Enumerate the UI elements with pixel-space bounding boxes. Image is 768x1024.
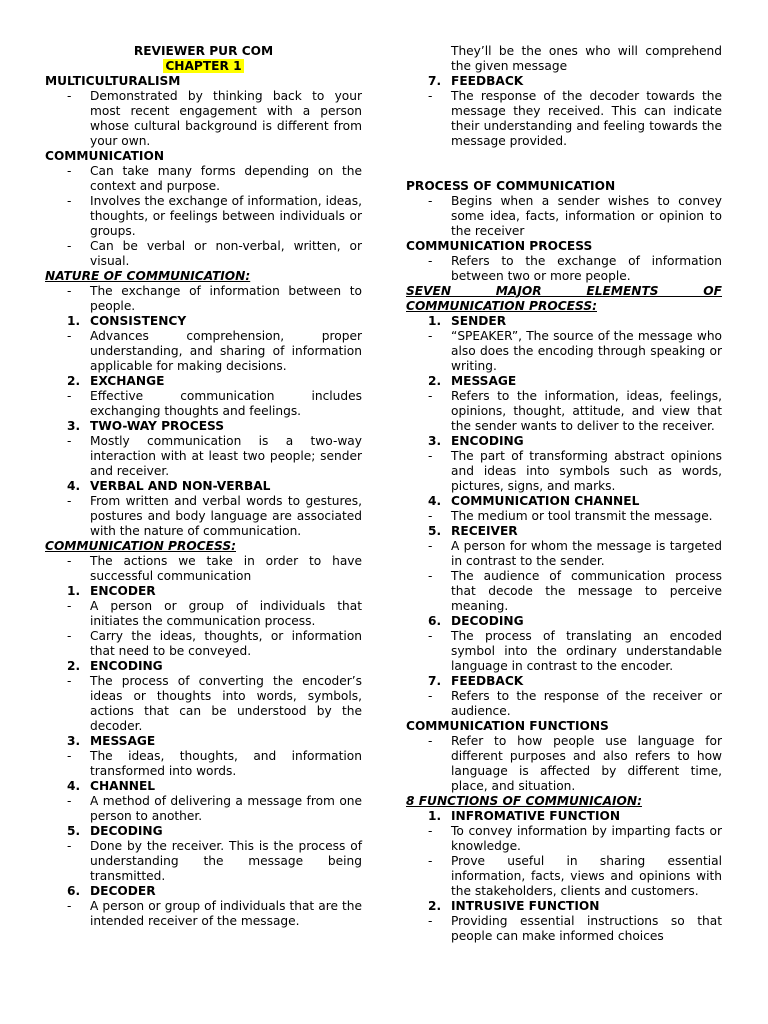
item-number: 3. xyxy=(428,434,442,448)
bullet-marker: - xyxy=(428,629,433,643)
numbered-item xyxy=(45,884,362,899)
item-number: 1. xyxy=(67,584,81,598)
bullet-marker: - xyxy=(428,734,433,748)
item-title: CHANNEL xyxy=(90,779,156,793)
item-number: 7. xyxy=(428,74,442,88)
numbered-item xyxy=(45,584,362,599)
left-column xyxy=(45,44,362,929)
spacer xyxy=(406,149,722,179)
bullet-text: The exchange of information between to people. xyxy=(90,284,362,313)
bullet-item xyxy=(406,194,722,239)
item-title: RECEIVER xyxy=(451,524,518,538)
bullet-item xyxy=(45,599,362,629)
item-title: INTRUSIVE FUNCTION xyxy=(451,899,600,913)
bullet-item xyxy=(406,689,722,719)
bullet-item xyxy=(406,734,722,794)
bullet-item xyxy=(45,674,362,734)
item-number: 7. xyxy=(428,674,442,688)
bullet-text: A person or group of individuals that are the intended receiver of the message. xyxy=(90,899,362,928)
bullet-item xyxy=(45,554,362,584)
item-number: 4. xyxy=(67,479,81,493)
underlined-heading: 8 FUNCTIONS OF COMMUNICAION: xyxy=(406,794,642,808)
section-heading: COMMUNICATION xyxy=(45,149,165,163)
bullet-marker: - xyxy=(428,854,433,868)
numbered-item xyxy=(45,779,362,794)
bullet-text: Effective communication includes exchanging thoughts and feelings. xyxy=(90,389,362,418)
item-number: 6. xyxy=(67,884,81,898)
bullet-marker: - xyxy=(428,539,433,553)
item-title: DECODER xyxy=(90,884,156,898)
item-title: ENCODING xyxy=(451,434,524,448)
item-title: MESSAGE xyxy=(451,374,517,388)
bullet-marker: - xyxy=(67,599,72,613)
numbered-item xyxy=(406,674,722,689)
bullet-text: Refers to the exchange of information between two or more people. xyxy=(451,254,722,283)
bullet-item xyxy=(45,494,362,539)
item-number: 1. xyxy=(428,314,442,328)
numbered-item xyxy=(45,314,362,329)
item-title: DECODING xyxy=(90,824,163,838)
bullet-text: From written and verbal words to gestures, postures and body language are associated with the nature of communication. xyxy=(90,494,362,538)
bullet-marker: - xyxy=(428,509,433,523)
bullet-marker: - xyxy=(428,89,433,103)
bullet-item xyxy=(45,329,362,374)
item-title: FEEDBACK xyxy=(451,674,524,688)
section-heading: COMMUNICATION PROCESS xyxy=(406,239,593,253)
bullet-text: Mostly communication is a two-way interaction with at least two people; sender and receiver. xyxy=(90,434,362,478)
bullet-item xyxy=(45,389,362,419)
bullet-item xyxy=(406,629,722,674)
bullet-marker: - xyxy=(428,194,433,208)
numbered-item xyxy=(406,614,722,629)
bullet-text: The actions we take in order to have successful communication xyxy=(90,554,362,583)
numbered-item xyxy=(45,374,362,389)
item-number: 1. xyxy=(428,809,442,823)
item-number: 4. xyxy=(428,494,442,508)
bullet-text: To convey information by imparting facts or knowledge. xyxy=(451,824,722,853)
bullet-text: Begins when a sender wishes to convey some idea, facts, information or opinion to the receiver xyxy=(451,194,722,238)
item-number: 2. xyxy=(67,374,81,388)
underlined-heading: SEVEN MAJOR ELEMENTS OF xyxy=(406,284,722,298)
bullet-marker: - xyxy=(428,689,433,703)
bullet-item xyxy=(406,449,722,494)
bullet-marker: - xyxy=(67,194,72,208)
bullet-marker: - xyxy=(67,89,72,103)
bullet-text: A person for whom the message is targeted in contrast to the sender. xyxy=(451,539,722,568)
bullet-item xyxy=(406,914,722,944)
bullet-marker: - xyxy=(67,899,72,913)
bullet-marker: - xyxy=(67,239,72,253)
section-heading: MULTICULTURALISM xyxy=(45,74,181,88)
bullet-marker: - xyxy=(428,569,433,583)
bullet-marker: - xyxy=(67,434,72,448)
bullet-text: The audience of communication process that decode the message to perceive meaning. xyxy=(451,569,722,613)
item-title: CONSISTENCY xyxy=(90,314,187,328)
bullet-text: Advances comprehension, proper understanding, and sharing of information applicable for making decisions. xyxy=(90,329,362,373)
right-column xyxy=(406,44,722,944)
bullet-marker: - xyxy=(67,674,72,688)
item-title: DECODING xyxy=(451,614,524,628)
bullet-text: Done by the receiver. This is the process of understanding the message being transmitted. xyxy=(90,839,362,883)
bullet-marker: - xyxy=(67,554,72,568)
item-number: 1. xyxy=(67,314,81,328)
item-number: 2. xyxy=(67,659,81,673)
bullet-text: Providing essential instructions so that people can make informed choices xyxy=(451,914,722,943)
numbered-item xyxy=(406,374,722,389)
bullet-text: Refers to the information, ideas, feelings, opinions, thought, attitude, and view that the sender wants to deliver to the receiver. xyxy=(451,389,722,433)
bullet-text: The medium or tool transmit the message. xyxy=(451,509,713,523)
bullet-item xyxy=(406,569,722,614)
item-title: ENCODING xyxy=(90,659,163,673)
bullet-text: The ideas, thoughts, and information transformed into words. xyxy=(90,749,362,778)
numbered-item xyxy=(406,494,722,509)
bullet-item xyxy=(45,629,362,659)
item-title: ENCODER xyxy=(90,584,156,598)
bullet-marker: - xyxy=(67,794,72,808)
bullet-text: A person or group of individuals that initiates the communication process. xyxy=(90,599,362,628)
bullet-text: Can be verbal or non-verbal, written, or visual. xyxy=(90,239,362,268)
item-title: COMMUNICATION CHANNEL xyxy=(451,494,640,508)
bullet-item xyxy=(45,89,362,149)
bullet-item xyxy=(45,284,362,314)
bullet-marker: - xyxy=(428,254,433,268)
item-title: SENDER xyxy=(451,314,507,328)
numbered-item xyxy=(406,899,722,914)
bullet-marker: - xyxy=(428,449,433,463)
item-title: EXCHANGE xyxy=(90,374,165,388)
bullet-marker: - xyxy=(67,749,72,763)
bullet-item xyxy=(406,254,722,284)
numbered-item xyxy=(406,74,722,89)
bullet-text: The process of translating an encoded symbol into the ordinary understandable language in contrast to the encoder. xyxy=(451,629,722,673)
bullet-marker: - xyxy=(67,164,72,178)
item-number: 5. xyxy=(428,524,442,538)
bullet-text: Prove useful in sharing essential information, facts, views and opinions with the stakeholders, clients and customers. xyxy=(451,854,722,898)
bullet-item xyxy=(45,794,362,824)
bullet-text: The process of converting the encoder’s ideas or thoughts into words, symbols, actions that can be understood by the decoder. xyxy=(90,674,362,733)
bullet-marker: - xyxy=(428,824,433,838)
bullet-text: Involves the exchange of information, ideas, thoughts, or feelings between individuals or groups. xyxy=(90,194,362,238)
item-number: 5. xyxy=(67,824,81,838)
bullet-item xyxy=(45,164,362,194)
bullet-item xyxy=(406,329,722,374)
bullet-text: Carry the ideas, thoughts, or information that need to be conveyed. xyxy=(90,629,362,658)
continued-text: They’ll be the ones who will comprehend the given message xyxy=(451,44,722,73)
item-title: INFROMATIVE FUNCTION xyxy=(451,809,621,823)
numbered-item xyxy=(406,434,722,449)
bullet-item xyxy=(406,389,722,434)
item-number: 2. xyxy=(428,899,442,913)
bullet-item xyxy=(45,749,362,779)
item-number: 3. xyxy=(67,734,81,748)
item-title: TWO-WAY PROCESS xyxy=(90,419,225,433)
item-title: FEEDBACK xyxy=(451,74,524,88)
numbered-item xyxy=(45,419,362,434)
bullet-marker: - xyxy=(67,329,72,343)
bullet-text: Refers to the response of the receiver or audience. xyxy=(451,689,722,718)
bullet-item xyxy=(45,434,362,479)
underlined-heading: COMMUNICATION PROCESS: xyxy=(45,539,236,553)
underlined-heading: COMMUNICATION PROCESS: xyxy=(406,299,597,313)
numbered-item xyxy=(406,524,722,539)
bullet-item xyxy=(45,239,362,269)
bullet-marker: - xyxy=(67,389,72,403)
item-number: 2. xyxy=(428,374,442,388)
numbered-item xyxy=(406,314,722,329)
bullet-item xyxy=(406,539,722,569)
bullet-item xyxy=(45,194,362,239)
bullet-text: Demonstrated by thinking back to your most recent engagement with a person whose cultural background is different from your own. xyxy=(90,89,362,148)
bullet-marker: - xyxy=(67,629,72,643)
bullet-text: The response of the decoder towards the message they received. This can indicate their understanding and feeling towards the message provided. xyxy=(451,89,722,148)
item-number: 6. xyxy=(428,614,442,628)
bullet-marker: - xyxy=(67,494,72,508)
document-title: REVIEWER PUR COM xyxy=(133,44,274,58)
bullet-item xyxy=(45,839,362,884)
numbered-item xyxy=(45,824,362,839)
bullet-item xyxy=(406,854,722,899)
numbered-item xyxy=(45,659,362,674)
bullet-text: The part of transforming abstract opinions and ideas into symbols such as words, pictures, signs, and marks. xyxy=(451,449,722,493)
item-title: MESSAGE xyxy=(90,734,156,748)
item-number: 4. xyxy=(67,779,81,793)
item-number: 3. xyxy=(67,419,81,433)
bullet-marker: - xyxy=(428,389,433,403)
bullet-item xyxy=(45,899,362,929)
bullet-text: Can take many forms depending on the context and purpose. xyxy=(90,164,362,193)
bullet-item xyxy=(406,824,722,854)
chapter-label: CHAPTER 1 xyxy=(165,59,242,73)
bullet-text: A method of delivering a message from one person to another. xyxy=(90,794,362,823)
item-title: VERBAL AND NON-VERBAL xyxy=(90,479,271,493)
bullet-marker: - xyxy=(67,839,72,853)
underlined-heading: NATURE OF COMMUNICATION: xyxy=(45,269,251,283)
numbered-item xyxy=(45,734,362,749)
bullet-item xyxy=(406,509,722,524)
bullet-text: Refer to how people use language for different purposes and also refers to how language is affected by different time, place, and situation. xyxy=(451,734,722,793)
section-heading: PROCESS OF COMMUNICATION xyxy=(406,179,616,193)
bullet-marker: - xyxy=(67,284,72,298)
bullet-item xyxy=(406,89,722,149)
numbered-item xyxy=(45,479,362,494)
numbered-item xyxy=(406,809,722,824)
bullet-marker: - xyxy=(428,914,433,928)
section-heading: COMMUNICATION FUNCTIONS xyxy=(406,719,609,733)
chapter-heading xyxy=(45,59,362,74)
bullet-text: “SPEAKER”, The source of the message who also does the encoding through speaking or writing. xyxy=(451,329,722,373)
bullet-marker: - xyxy=(428,329,433,343)
